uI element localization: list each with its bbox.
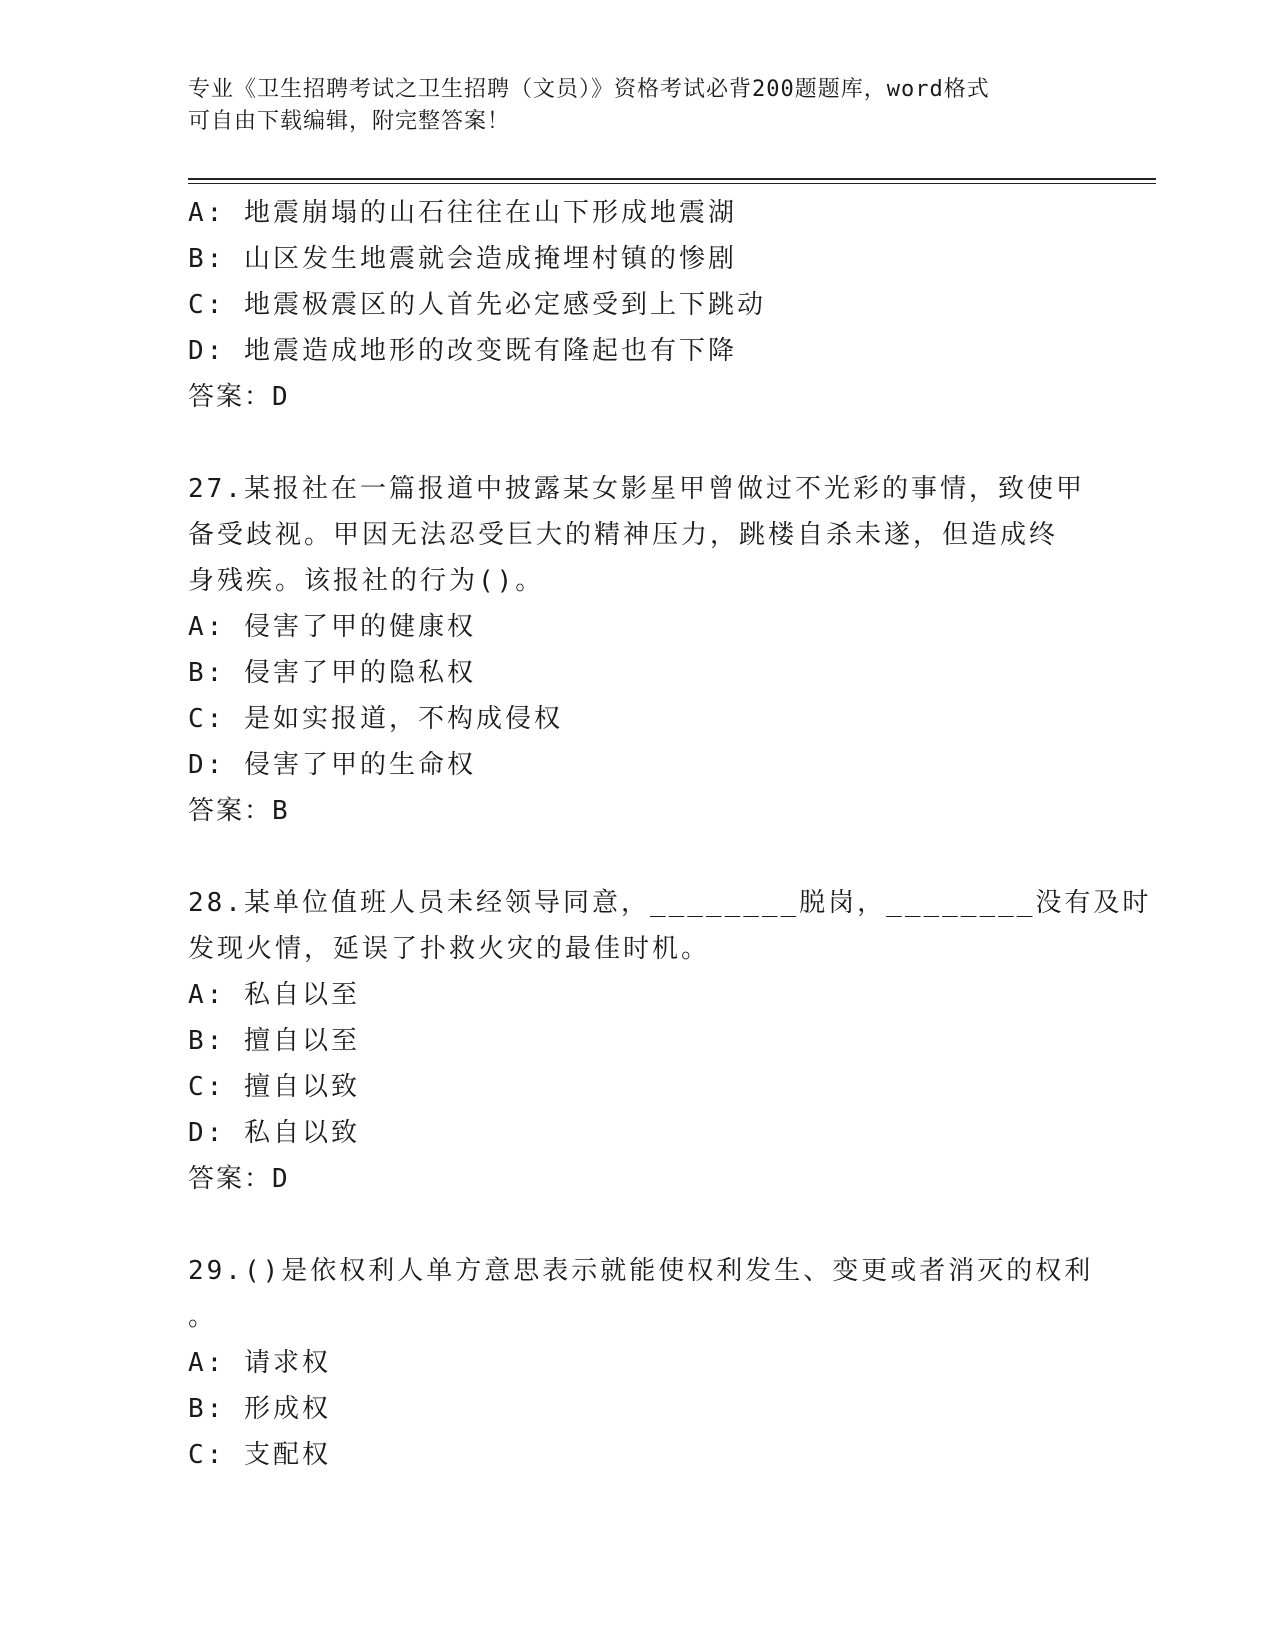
option-b: B: 形成权 <box>188 1394 331 1424</box>
option-d: D: 私自以致 <box>188 1118 360 1148</box>
question-27 <box>188 466 1108 834</box>
header-divider-thin <box>188 183 1156 184</box>
question-stem-line: 身残疾。该报社的行为()。 <box>188 566 545 596</box>
question-list <box>188 190 1152 1478</box>
header-line-1: 专业《卫生招聘考试之卫生招聘（文员）》资格考试必背200题题库，word格式 <box>188 77 990 102</box>
option-d: D: 侵害了甲的生命权 <box>188 750 476 780</box>
option-a: A: 私自以至 <box>188 980 360 1010</box>
question-stem-line: 发现火情，延误了扑救火灾的最佳时机。 <box>188 934 711 964</box>
answer: 答案：D <box>188 1164 290 1194</box>
option-a: A: 请求权 <box>188 1348 331 1378</box>
option-c: C: 地震极震区的人首先必定感受到上下跳动 <box>188 290 766 320</box>
question-28 <box>188 880 1152 1202</box>
option-c: C: 是如实报道，不构成侵权 <box>188 704 563 734</box>
header-line-2: 可自由下载编辑，附完整答案！ <box>188 109 511 134</box>
option-a: A: 侵害了甲的健康权 <box>188 612 476 642</box>
question-stem-line: 29.()是依权利人单方意思表示就能使权利发生、变更或者消灭的权利 <box>188 1256 1094 1286</box>
question-stem-line: 28.某单位值班人员未经领导同意，________脱岗，________没有及时 <box>188 888 1152 918</box>
option-b: B: 侵害了甲的隐私权 <box>188 658 476 688</box>
option-b: B: 擅自以至 <box>188 1026 360 1056</box>
document-header <box>188 74 1088 138</box>
answer: 答案：B <box>188 796 290 826</box>
option-c: C: 支配权 <box>188 1440 331 1470</box>
option-d: D: 地震造成地形的改变既有隆起也有下降 <box>188 336 737 366</box>
option-c: C: 擅自以致 <box>188 1072 360 1102</box>
question-stem-line: 。 <box>188 1302 218 1332</box>
question-29 <box>188 1248 1108 1478</box>
answer: 答案：D <box>188 382 290 412</box>
option-b: B: 山区发生地震就会造成掩埋村镇的惨剧 <box>188 244 737 274</box>
question-26 <box>188 190 1108 420</box>
option-a: A: 地震崩塌的山石往往在山下形成地震湖 <box>188 198 737 228</box>
question-stem-line: 27.某报社在一篇报道中披露某女影星甲曾做过不光彩的事情，致使甲 <box>188 474 1085 504</box>
question-stem-line: 备受歧视。甲因无法忍受巨大的精神压力，跳楼自杀未遂，但造成终 <box>188 520 1059 550</box>
header-divider-thick <box>188 178 1156 180</box>
